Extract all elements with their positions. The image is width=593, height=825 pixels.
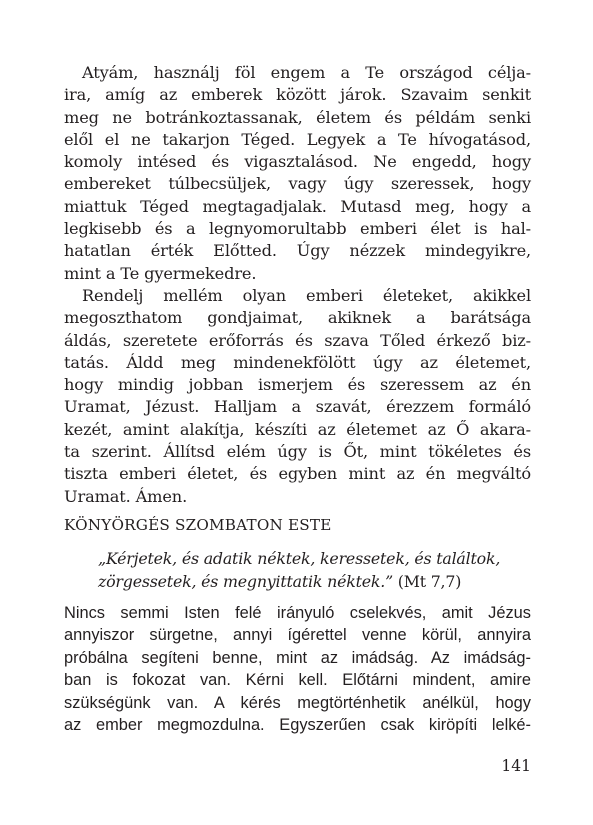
- page-number: 141: [501, 757, 531, 775]
- text-line: mint a Te gyermekedre.: [64, 263, 257, 283]
- text-line: ban is fokozat van. Kérni kell. Előtárni mindent, amire: [64, 671, 531, 690]
- text-line: hogy mindig jobban ismerjem és szeressem az én: [64, 375, 531, 395]
- text-line: az ember megmozdulna. Egyszerűen csak kiröpíti lelké-: [64, 716, 531, 735]
- text-line: miattuk Téged megtagadjalak. Mutasd meg, hogy a: [64, 196, 531, 216]
- text-line: próbálna segíteni benne, mint az imádság. Az imádság-: [64, 648, 531, 667]
- text-line: megoszthatom gondjaimat, akiknek a barátsága: [64, 308, 531, 328]
- text-line: Atyám, használj föl engem a Te országod célja-: [82, 63, 531, 82]
- body-paragraph: [64, 602, 531, 736]
- text-line: ta szerint. Állítsd elém úgy is Őt, mint tökéletes és: [64, 442, 531, 462]
- text-line: hatatlan érték Előtted. Úgy nézzek mindegyikre,: [64, 241, 531, 261]
- prayer-text: [64, 62, 531, 508]
- motto-line-with-reference: [98, 571, 538, 594]
- body-text: [64, 602, 531, 736]
- text-line: kezét, amint alakítja, készíti az életemet az Ő akara-: [64, 419, 531, 439]
- text-line: Uramat, Jézust. Halljam a szavát, érezzem formáló: [64, 397, 531, 417]
- text-line: embereket túlbecsüljek, vagy úgy szeressek, hogy: [64, 174, 531, 194]
- text-line: annyiszor sürgetne, annyi ígérettel venne körül, annyira: [64, 626, 531, 645]
- motto-reference: (Mt 7,7): [392, 571, 462, 591]
- motto-line: „Kérjetek, és adatik néktek, keressetek, és találtok,: [98, 549, 501, 568]
- paragraph-2: [64, 285, 531, 508]
- text-line: Uramat. Ámen.: [64, 486, 188, 506]
- motto-line: zörgessetek, és megnyittatik néktek.”: [98, 571, 393, 591]
- text-line: elől el ne takarjon Téged. Legyek a Te hívogatásod,: [64, 129, 531, 149]
- text-line: Nincs semmi Isten felé irányuló cselekvés, amit Jézus: [64, 604, 531, 622]
- text-line: tatás. Áldd meg mindenekfölött úgy az életemet,: [64, 352, 531, 372]
- paragraph-1: [64, 62, 531, 285]
- text-line: meg ne botránkoztassanak, életem és példám senki: [64, 107, 531, 127]
- scripture-motto: [98, 548, 538, 593]
- text-line: áldás, szeretete erőforrás és szava Tőled érkező biz-: [64, 330, 531, 350]
- text-line: Rendelj mellém olyan emberi életeket, akikkel: [82, 285, 531, 305]
- text-line: szükségünk van. A kérés megtörténhetik anélkül, hogy: [64, 693, 531, 712]
- section-heading: KÖNYÖRGÉS SZOMBATON ESTE: [64, 516, 332, 534]
- text-line: komoly intésed és vigasztalásod. Ne engedd, hogy: [64, 152, 531, 172]
- text-line: tiszta emberi életet, és egyben mint az én megváltó: [64, 464, 531, 484]
- text-line: legkisebb és a legnyomorultabb emberi élet is hal-: [64, 219, 531, 239]
- text-line: ira, amíg az emberek között járok. Szavaim senkit: [64, 85, 531, 105]
